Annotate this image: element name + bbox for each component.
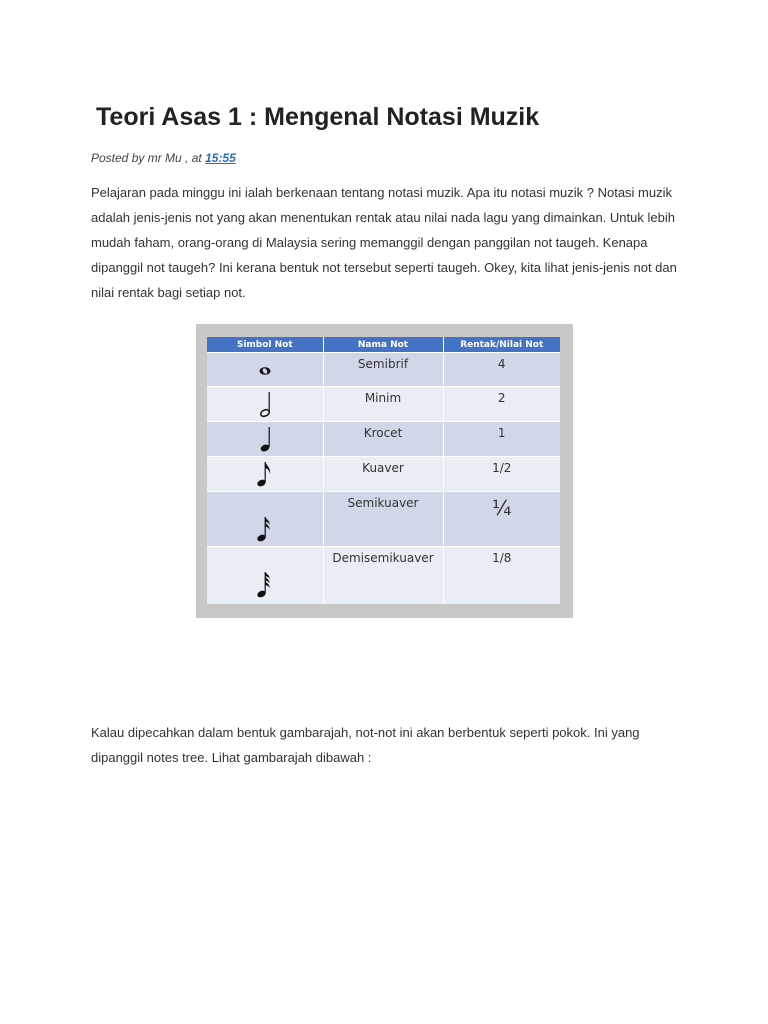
notes-table-figure [196,324,573,618]
note-value: 2 [443,387,560,422]
table-row [207,547,560,604]
post-time-link[interactable]: 15:55 [205,151,236,165]
demisemiquaver-icon [207,547,323,604]
header-name: Nama Not [323,337,443,353]
note-name: Minim [323,387,443,422]
table-header-row [207,337,560,353]
notes-tree-paragraph: Kalau dipecahkan dalam bentuk gambarajah, not-not ini akan berbentuk seperti pokok. Ini yang dipanggil notes tree. Lihat gambarajah dibawah : [91,725,640,765]
intro-paragraph: Pelajaran pada minggu ini ialah berkenaan tentang notasi muzik. Apa itu notasi muzik ? Notasi muzik adalah jenis-jenis not yang akan menentukan rentak atau nilai nada lagu yang dimainkan. Untuk lebih mudah faham, orang-orang di Malaysia sering memanggil dengan panggilan not taugeh. Kenapa dipanggil not taugeh? Ini kerana bentuk not tersebut seperti taugeh. Okey, kita lihat jenis-jenis not dan nilai rentak bagi setiap not. [91,185,677,300]
semibreve-icon [207,353,323,387]
semiquaver-icon [207,492,323,547]
table-row [207,353,560,387]
header-value: Rentak/Nilai Not [443,337,560,353]
note-value: 1/8 [443,547,560,604]
note-name: Krocet [323,422,443,457]
note-value: 4 [443,353,560,387]
crotchet-icon [207,422,323,457]
note-name: Kuaver [323,457,443,492]
notes-table [207,337,560,604]
minim-icon [207,387,323,422]
note-name: Semibrif [323,353,443,387]
post-meta [91,151,236,165]
header-symbol: Simbol Not [207,337,323,353]
table-row [207,387,560,422]
posted-by-label: Posted by mr Mu , at [91,151,202,165]
note-value: 1/2 [443,457,560,492]
table-row [207,457,560,492]
note-value: 1 [443,422,560,457]
quaver-icon [207,457,323,492]
note-name: Semikuaver [323,492,443,547]
table-row [207,422,560,457]
post-title: Teori Asas 1 : Mengenal Notasi Muzik [96,103,540,131]
note-value: ¼ [443,492,560,547]
note-name: Demisemikuaver [323,547,443,604]
table-row [207,492,560,547]
